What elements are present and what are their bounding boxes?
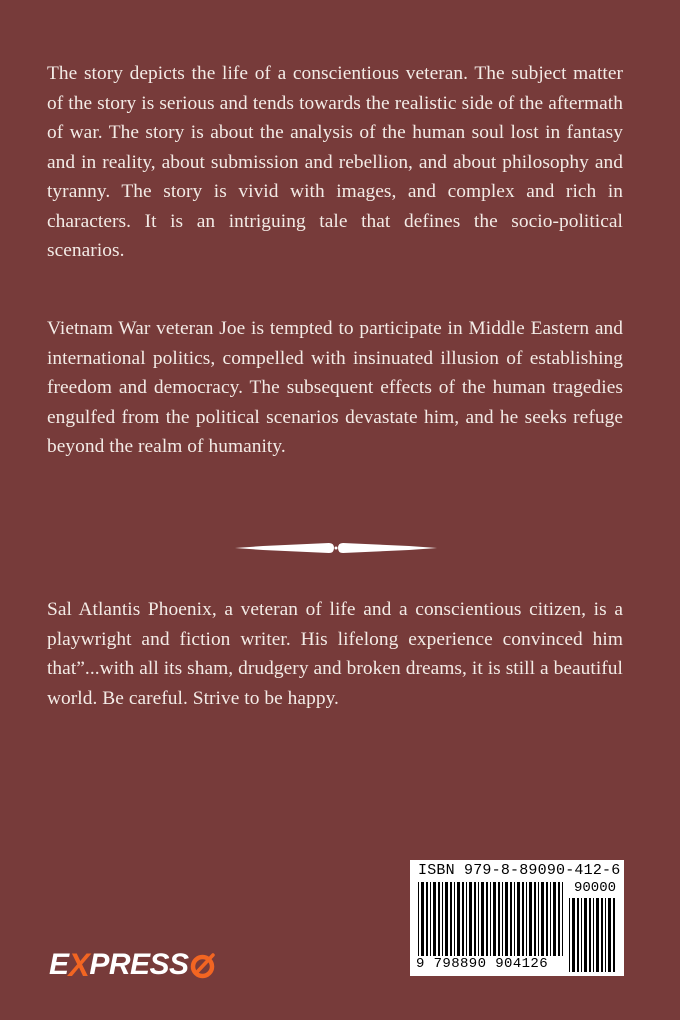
barcode-bar (529, 882, 532, 956)
barcode-bar (474, 882, 476, 956)
barcode-bar (517, 882, 520, 956)
barcode-bar (577, 898, 579, 972)
barcode-bar (613, 898, 615, 972)
ean-digits: 9 798890 904126 (416, 956, 549, 972)
barcode-bar (462, 882, 464, 956)
barcode-bar (421, 882, 424, 956)
barcode-bar (486, 882, 488, 956)
barcode-bar (601, 898, 603, 972)
blurb-paragraph-plot: Vietnam War veteran Joe is tempted to participate in Middle Eastern and international politics, compelled with insinuated illusion of establishing freedom and democracy. The subsequent effects of the human tragedies engulfed from the political scenarios devastate him, and he seeks refuge beyond the realm of humanity. (47, 318, 623, 457)
barcode-bar (596, 898, 599, 972)
logo-text-e: E (49, 948, 69, 981)
barcode-bar (493, 882, 496, 956)
barcode-bar (510, 882, 512, 956)
barcode-bar (445, 882, 448, 956)
barcode-bar (450, 882, 452, 956)
barcode-bar (572, 898, 575, 972)
barcode-bar (433, 882, 436, 956)
barcode-bar (442, 882, 443, 956)
isbn-barcode (410, 860, 624, 976)
addon-barcode-bars (569, 898, 617, 972)
barcode-bar (534, 882, 536, 956)
barcode-bar (490, 882, 491, 956)
barcode-bar (546, 882, 548, 956)
barcode-bar (581, 898, 582, 972)
barcode-bar (469, 882, 472, 956)
logo-text-press: PRESS (89, 948, 189, 981)
barcode-bar (438, 882, 440, 956)
barcode-bar (502, 882, 503, 956)
ornamental-divider (233, 539, 439, 557)
publisher-logo (49, 948, 217, 982)
barcode-bar (526, 882, 527, 956)
logo-text-x: X (68, 946, 90, 983)
isbn-number: ISBN 979-8-89090-412-6 (418, 862, 621, 879)
barcode-bar (538, 882, 539, 956)
barcode-bar (481, 882, 484, 956)
blurb-paragraph-synopsis: The story depicts the life of a conscientious veteran. The subject matter of the story is serious and tends towards the realistic side of the aftermath of war. The story is about the analysis of the human soul lost in fantasy and in reality, about submission and rebellion, and about philosophy and tyranny. The story is vivid with images, and complex and rich in characters. It is an intriguing tale that defines the socio-political scenarios. (47, 63, 623, 261)
barcode-bar (593, 898, 594, 972)
barcode-bar (605, 898, 606, 972)
barcode-bar (558, 882, 560, 956)
barcode-bar (498, 882, 500, 956)
barcode-bar (569, 898, 570, 972)
barcode-bar (505, 882, 508, 956)
barcode-bar (562, 882, 563, 956)
author-bio-paragraph: Sal Atlantis Phoenix, a veteran of life and a conscientious citizen, is a playwright and fiction writer. His lifelong experience convinced him that”...with all its sham, drudgery and broken dreams, it is still a beautiful world. Be careful. Strive to be happy. (47, 599, 623, 709)
barcode-bar (466, 882, 467, 956)
barcode-bar (457, 882, 460, 956)
barcode-bar (478, 882, 479, 956)
barcode-bar (541, 882, 544, 956)
barcode-bar (608, 898, 611, 972)
barcode-bar (514, 882, 515, 956)
barcode-bar (522, 882, 524, 956)
barcode-bar (454, 882, 455, 956)
logo-o-swoosh-icon (190, 952, 217, 979)
barcode-bar (584, 898, 587, 972)
barcode-bar (426, 882, 428, 956)
barcode-bar (553, 882, 556, 956)
ean-barcode-bars (418, 882, 564, 956)
barcode-bar (430, 882, 431, 956)
barcode-bar (589, 898, 591, 972)
barcode-bar (418, 882, 419, 956)
barcode-bar (550, 882, 551, 956)
price-code: 90000 (573, 880, 616, 896)
